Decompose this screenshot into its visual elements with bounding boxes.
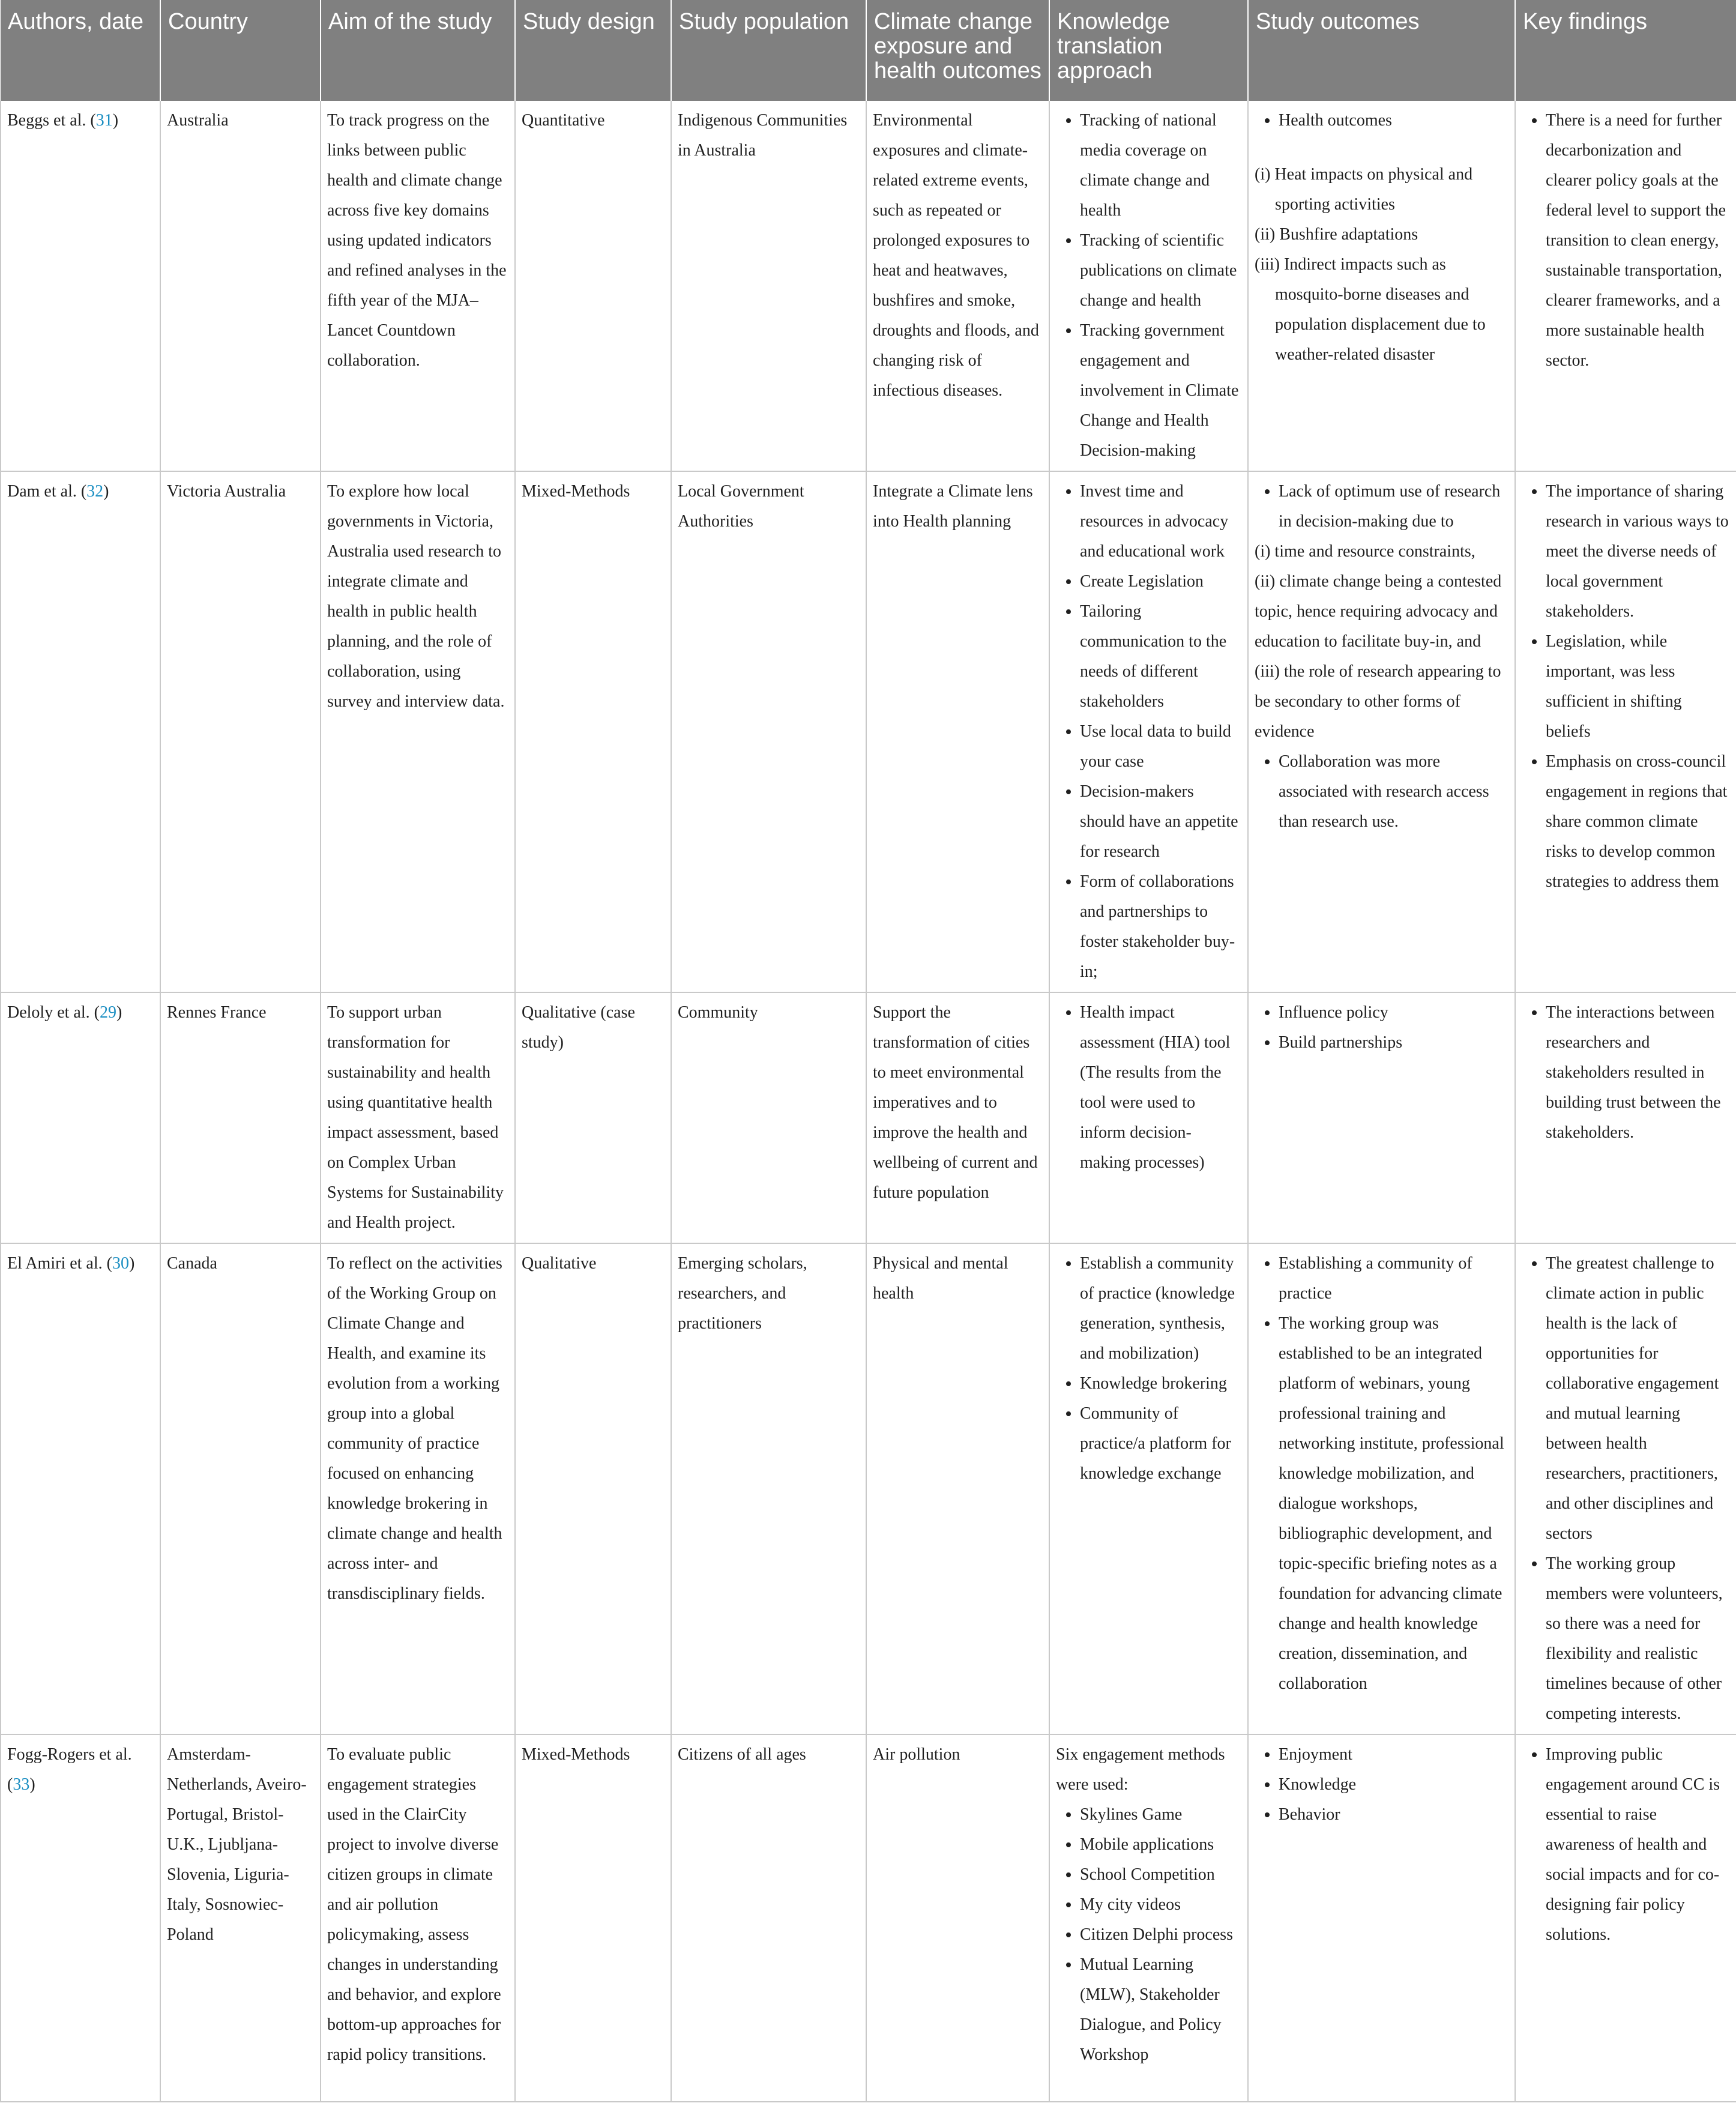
list-item: • Tailoring communication to the needs of different stakeholders [1080, 597, 1241, 717]
cell-aim: To track progress on the links between public health and climate change across five key domains using updated indicators and refined analyses in the fifth year of the MJA–Lancet Countdown collaboration. [321, 101, 515, 471]
header-design: Study design [515, 0, 671, 101]
cell-exposure: Integrate a Climate lens into Health planning [866, 471, 1049, 992]
list-item: • Decision-makers should have an appetite for research [1080, 777, 1241, 867]
cell-kt [1049, 101, 1248, 471]
list-item: • Form of collaborations and partnerships to foster stakeholder buy-in; [1080, 867, 1241, 987]
list-item: • Emphasis on cross-council engagement in regions that share common climate risks to develop common strategies to address them [1546, 747, 1730, 897]
list-item: • Health impact assessment (HIA) tool (The results from the tool were used to inform decision-making processes) [1080, 998, 1241, 1178]
cell-kt [1049, 1734, 1248, 2102]
cell-outcomes [1248, 992, 1515, 1243]
cell-exposure: Support the transformation of cities to meet environmental imperatives and to improve the health and wellbeing of current and future population [866, 992, 1049, 1243]
table-row [1, 992, 1736, 1243]
table-row [1, 471, 1736, 992]
cell-findings [1515, 992, 1736, 1243]
sub-item: (i) Heat impacts on physical and sporting activities [1255, 165, 1473, 214]
list-item: • Citizen Delphi process [1080, 1920, 1241, 1950]
list-item: • There is a need for further decarbonization and clearer policy goals at the federal level to support the transition to clean energy, sustainable transportation, clearer frameworks, and a more sustainable health sector. [1546, 106, 1730, 376]
cell-findings [1515, 1243, 1736, 1734]
list-item: • Enjoyment [1279, 1740, 1508, 1770]
list-item: • Create Legislation [1080, 567, 1241, 597]
list-item: • Community of practice/a platform for knowledge exchange [1080, 1399, 1241, 1489]
list-item: • Collaboration was more associated with research access than research use. [1279, 747, 1508, 837]
cell-design: Qualitative (case study) [515, 992, 671, 1243]
sub-item: (ii) climate change being a contested topic, hence requiring advocacy and education to facilitate buy-in, and [1255, 572, 1502, 651]
header-country: Country [160, 0, 321, 101]
list-item: • Influence policy [1279, 998, 1508, 1028]
cell-population: Emerging scholars, researchers, and practitioners [671, 1243, 866, 1734]
cell-kt [1049, 471, 1248, 992]
list-item: • Behavior [1279, 1800, 1508, 1830]
cell-exposure: Air pollution [866, 1734, 1049, 2102]
cell-aim: To evaluate public engagement strategies used in the ClairCity project to involve diverse citizen groups in climate and air pollution policymaking, assess changes in understanding and behavior, and explore bottom-up approaches for rapid policy transitions. [321, 1734, 515, 2102]
list-item: • Establishing a community of practice [1279, 1249, 1508, 1309]
cell-exposure: Environmental exposures and climate-related extreme events, such as repeated or prolonged exposures to heat and heatwaves, bushfires and smoke, droughts and floods, and changing risk of infectious diseases. [866, 101, 1049, 471]
list-item: • Build partnerships [1279, 1028, 1508, 1058]
list-item: • School Competition [1080, 1860, 1241, 1890]
cell-design: Mixed-Methods [515, 471, 671, 992]
sub-item: (i) time and resource constraints, [1255, 542, 1475, 561]
cell-author: Dam et al. (32) [1, 471, 160, 992]
list-item: • Establish a community of practice (knowledge generation, synthesis, and mobilization) [1080, 1249, 1241, 1369]
cell-population: Citizens of all ages [671, 1734, 866, 2102]
reference-link[interactable]: 31 [95, 111, 113, 130]
list-item: • Legislation, while important, was less sufficient in shifting beliefs [1546, 627, 1730, 747]
list-item: • Invest time and resources in advocacy and educational work [1080, 477, 1241, 567]
sub-list [1255, 537, 1508, 747]
cell-findings [1515, 471, 1736, 992]
cell-outcomes [1248, 1734, 1515, 2102]
header-row [1, 0, 1736, 101]
cell-population: Local Government Authorities [671, 471, 866, 992]
cell-author: Deloly et al. (29) [1, 992, 160, 1243]
table-row [1, 101, 1736, 471]
list-item: • Knowledge [1279, 1770, 1508, 1800]
sub-item: (iii) Indirect impacts such as mosquito-borne diseases and population displacement due to weather-related disaster [1255, 255, 1486, 364]
cell-country: Amsterdam-Netherlands, Aveiro-Portugal, Bristol-U.K., Ljubljana-Slovenia, Liguria-Italy, Sosnowiec-Poland [160, 1734, 321, 2102]
cell-aim: To explore how local governments in Victoria, Australia used research to integrate climate and health in public health planning, and the role of collaboration, using survey and interview data. [321, 471, 515, 992]
list-item: • Lack of optimum use of research in decision-making due to [1279, 477, 1508, 537]
list-item: • Knowledge brokering [1080, 1369, 1241, 1399]
list-item: • The importance of sharing research in various ways to meet the diverse needs of local government stakeholders. [1546, 477, 1730, 627]
cell-aim: To reflect on the activities of the Working Group on Climate Change and Health, and examine its evolution from a working group into a global community of practice focused on enhancing knowledge brokering in climate change and health across inter- and transdisciplinary fields. [321, 1243, 515, 1734]
header-exposure: Climate change exposure and health outcomes [866, 0, 1049, 101]
list-item: • Improving public engagement around CC is essential to raise awareness of health and social impacts and for co-designing fair policy solutions. [1546, 1740, 1730, 1950]
header-authors: Authors, date [1, 0, 160, 101]
cell-country: Rennes France [160, 992, 321, 1243]
reference-link[interactable]: 29 [99, 1003, 116, 1022]
cell-design: Quantitative [515, 101, 671, 471]
cell-findings [1515, 101, 1736, 471]
cell-author: El Amiri et al. (30) [1, 1243, 160, 1734]
header-kt: Knowledge translation approach [1049, 0, 1248, 101]
cell-outcomes [1248, 1243, 1515, 1734]
list-item: • Health outcomes [1279, 106, 1508, 136]
list-item: • Mobile applications [1080, 1830, 1241, 1860]
list-item: • My city videos [1080, 1890, 1241, 1920]
header-population: Study population [671, 0, 866, 101]
sub-item: (ii) Bushfire adaptations [1255, 225, 1418, 244]
list-item: • The working group was established to be an integrated platform of webinars, young professional training and networking institute, professional knowledge mobilization, and dialogue workshops, bibliographic development, and topic-specific briefing notes as a foundation for advancing climate change and health knowledge creation, dissemination, and collaboration [1279, 1309, 1508, 1699]
list-item: • Skylines Game [1080, 1800, 1241, 1830]
reference-link[interactable]: 30 [112, 1254, 129, 1273]
list-item: • The greatest challenge to climate action in public health is the lack of opportunities for collaborative engagement and mutual learning between health researchers, practitioners, and other disciplines and sectors [1546, 1249, 1730, 1549]
cell-outcomes [1248, 101, 1515, 471]
list-item: • The working group members were volunteers, so there was a need for flexibility and realistic timelines because of other competing interests. [1546, 1549, 1730, 1729]
reference-link[interactable]: 33 [13, 1775, 30, 1794]
list-item: • The interactions between researchers and stakeholders resulted in building trust between the stakeholders. [1546, 998, 1730, 1148]
cell-design: Mixed-Methods [515, 1734, 671, 2102]
reference-link[interactable]: 32 [86, 482, 104, 501]
list-item: • Mutual Learning (MLW), Stakeholder Dialogue, and Policy Workshop [1080, 1950, 1241, 2070]
list-item: • Tracking of national media coverage on climate change and health [1080, 106, 1241, 226]
cell-population: Community [671, 992, 866, 1243]
table-row [1, 1243, 1736, 1734]
kt-lead: Six engagement methods were used: [1056, 1745, 1225, 1794]
cell-kt [1049, 1243, 1248, 1734]
cell-findings [1515, 1734, 1736, 2102]
cell-kt [1049, 992, 1248, 1243]
header-aim: Aim of the study [321, 0, 515, 101]
header-outcomes: Study outcomes [1248, 0, 1515, 101]
list-item: • Tracking government engagement and involvement in Climate Change and Health Decision-making [1080, 316, 1241, 466]
cell-outcomes [1248, 471, 1515, 992]
cell-design: Qualitative [515, 1243, 671, 1734]
cell-aim: To support urban transformation for sustainability and health using quantitative health impact assessment, based on Complex Urban Systems for Sustainability and Health project. [321, 992, 515, 1243]
cell-country: Victoria Australia [160, 471, 321, 992]
cell-population: Indigenous Communities in Australia [671, 101, 866, 471]
cell-country: Australia [160, 101, 321, 471]
list-item: • Tracking of scientific publications on climate change and health [1080, 226, 1241, 316]
table-row [1, 1734, 1736, 2102]
cell-author: Fogg-Rogers et al. (33) [1, 1734, 160, 2102]
sub-item: (iii) the role of research appearing to be secondary to other forms of evidence [1255, 662, 1501, 741]
cell-author: Beggs et al. (31) [1, 101, 160, 471]
header-findings: Key findings [1515, 0, 1736, 101]
list-item: • Use local data to build your case [1080, 717, 1241, 777]
cell-exposure: Physical and mental health [866, 1243, 1049, 1734]
cell-country: Canada [160, 1243, 321, 1734]
